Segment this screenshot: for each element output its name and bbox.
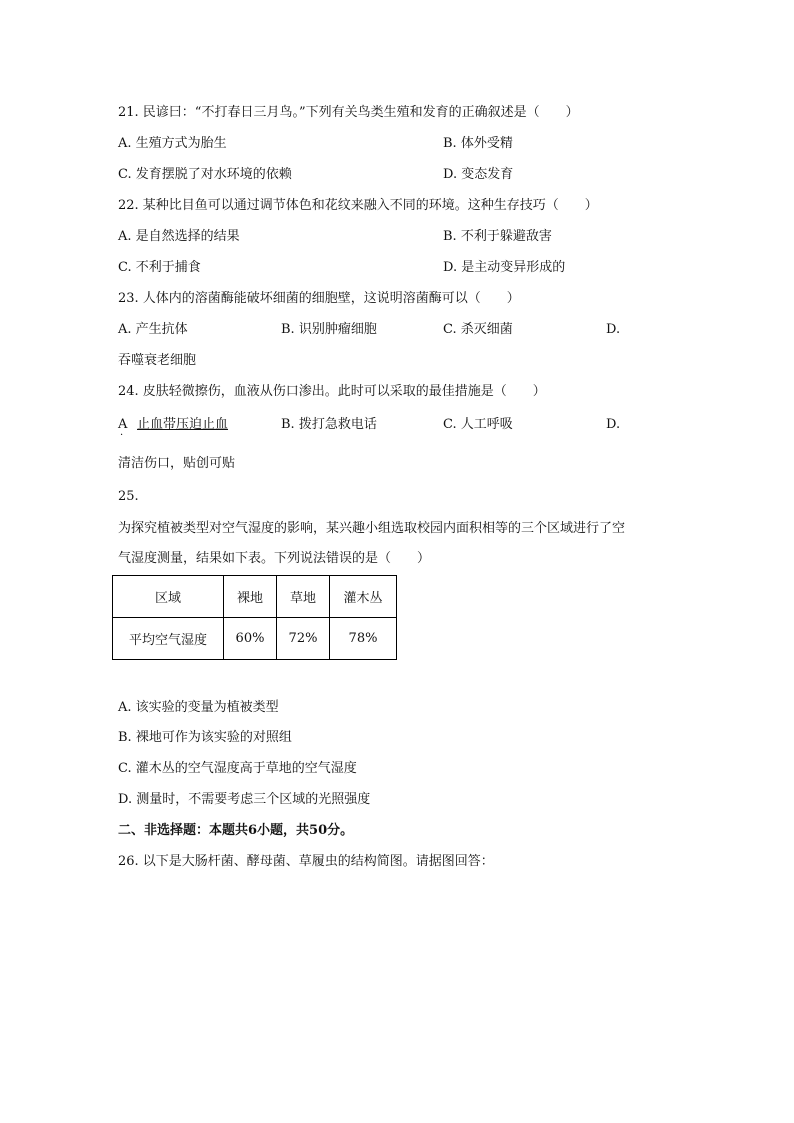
table-cell: 裸地 xyxy=(224,576,277,618)
q23-option-a: A. 产生抗体 xyxy=(118,322,188,337)
table-cell: 72% xyxy=(277,618,330,660)
q25-option-c: C. 灌木丛的空气湿度高于草地的空气湿度 xyxy=(118,761,357,776)
q24-option-d-text: 清洁伤口，贴创可贴 xyxy=(118,456,236,471)
q22-option-a: A. 是自然选择的结果 xyxy=(118,229,240,244)
q23-option-d: D. xyxy=(606,322,621,337)
q24-option-b: B. 拨打急救电话 xyxy=(281,417,377,432)
q24-option-c: C. 人工呼吸 xyxy=(443,417,513,432)
q21-option-b: B. 体外受精 xyxy=(443,136,513,151)
table-row xyxy=(113,618,397,660)
q25-option-a: A. 该实验的变量为植被类型 xyxy=(118,700,279,715)
q26-stem: 26. 以下是大肠杆菌、酵母菌、草履虫的结构简图。请据图回答： xyxy=(118,854,494,869)
q22-option-c: C. 不利于捕食 xyxy=(118,260,201,275)
q25-option-d: D. 测量时，不需要考虑三个区域的光照强度 xyxy=(118,792,371,807)
q24-option-a-letter: A xyxy=(118,417,128,432)
table-cell: 平均空气湿度 xyxy=(113,618,224,660)
q21-option-a: A. 生殖方式为胎生 xyxy=(118,136,227,151)
table-cell: 60% xyxy=(224,618,277,660)
q23-option-c: C. 杀灭细菌 xyxy=(443,322,513,337)
q24-stem: 24. 皮肤轻微擦伤，血液从伤口渗出。此时可以采取的最佳措施是（ ） xyxy=(118,384,546,399)
q25-stem-line2: 气湿度测量，结果如下表。下列说法错误的是（ ） xyxy=(118,551,431,566)
table-cell: 草地 xyxy=(277,576,330,618)
q21-option-c: C. 发育摆脱了对水环境的依赖 xyxy=(118,167,292,182)
q23-option-d-text: 吞噬衰老细胞 xyxy=(118,353,197,368)
q23-stem: 23. 人体内的溶菌酶能破坏细菌的细胞壁，这说明溶菌酶可以（ ） xyxy=(118,291,520,306)
q22-option-b: B. 不利于躲避敌害 xyxy=(443,229,552,244)
q22-stem: 22. 某种比目鱼可以通过调节体色和花纹来融入不同的环境。这种生存技巧（ ） xyxy=(118,198,598,213)
q21-option-d: D. 变态发育 xyxy=(443,167,514,182)
q23-option-b: B. 识别肿瘤细胞 xyxy=(281,322,377,337)
table-cell: 灌木丛 xyxy=(330,576,397,618)
table-cell: 78% xyxy=(330,618,397,660)
q22-option-d: D. 是主动变异形成的 xyxy=(443,260,566,275)
q25-number: 25. xyxy=(118,489,139,504)
q24-option-d: D. xyxy=(606,417,621,432)
q25-option-b: B. 裸地可作为该实验的对照组 xyxy=(118,730,292,745)
humidity-table xyxy=(112,575,397,660)
q24-option-a: 止血带压迫止血 xyxy=(137,417,229,432)
q25-stem-line1: 为探究植被类型对空气湿度的影响，某兴趣小组选取校园内面积相等的三个区域进行了空 xyxy=(118,521,626,536)
table-cell: 区域 xyxy=(113,576,224,618)
q21-stem: 21. 民谚曰：“不打春日三月鸟。”下列有关鸟类生殖和发育的正确叙述是（ ） xyxy=(118,105,579,120)
dot: · xyxy=(120,430,124,441)
table-row xyxy=(113,576,397,618)
section-heading: 二、非选择题：本题共6小题，共50分。 xyxy=(118,823,354,838)
